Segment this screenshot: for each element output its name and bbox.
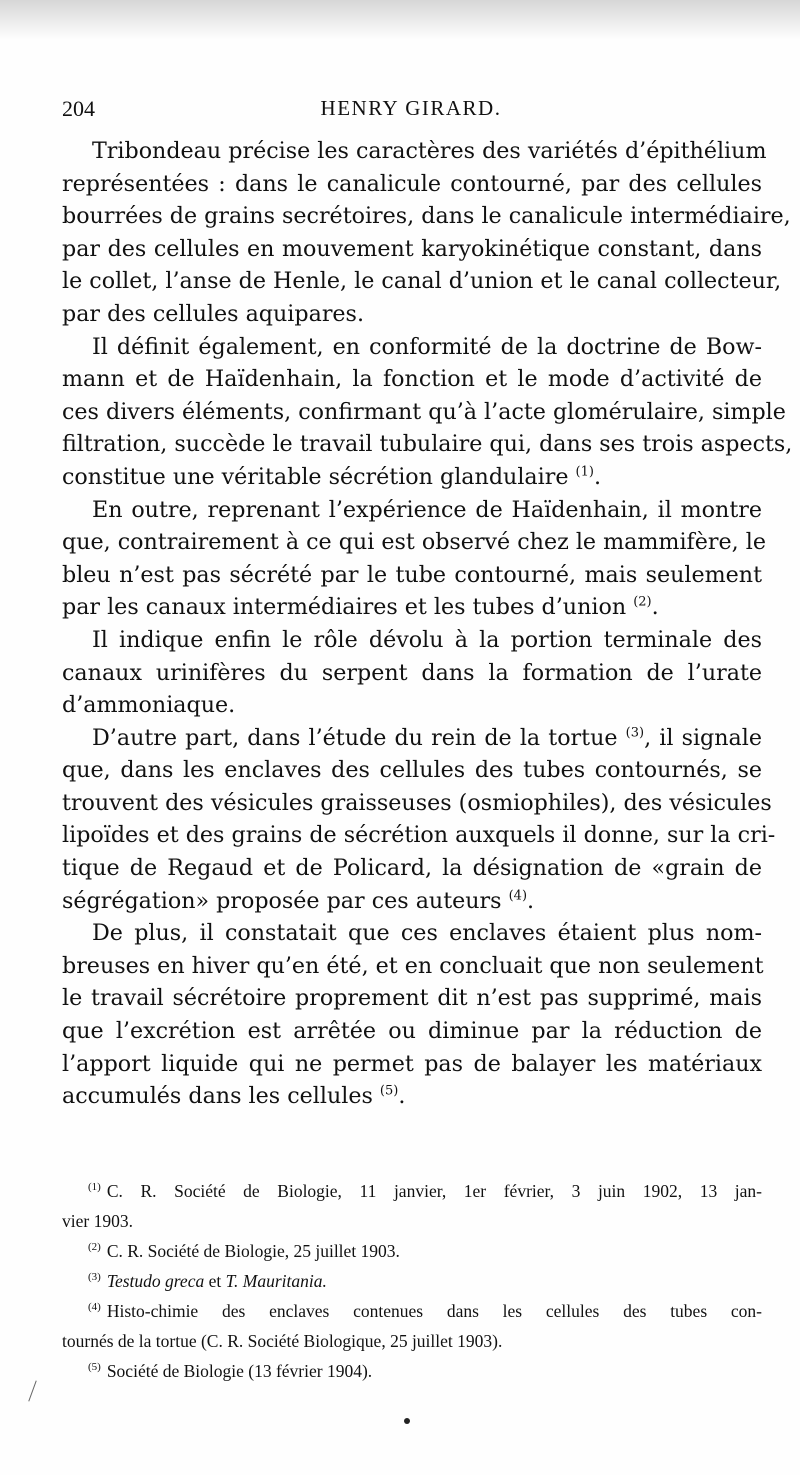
text-line: le collet, l’anse de Henle, le canal d’union et le canal collecteur, — [62, 268, 782, 295]
footnote-text: et — [204, 1271, 226, 1291]
footnote-ref-1: (1) — [575, 464, 594, 480]
species-name: Testudo greca — [106, 1271, 205, 1291]
text-line: bleu n’est pas sécrété par le tube contourné, mais seulement — [62, 561, 762, 588]
body-text — [62, 135, 793, 1113]
footnote-ref-3: (3) — [625, 725, 645, 741]
text-line — [62, 885, 762, 918]
text-line — [62, 722, 762, 755]
footnote-text: Histo-chimie des enclaves contenues dans les cellules des tubes con- — [106, 1301, 762, 1321]
text-fragment: ségrégation» proposée par ces auteurs — [62, 887, 502, 914]
running-head — [62, 96, 760, 124]
footnote-ref-5: (5) — [379, 1083, 399, 1099]
text-line — [62, 1080, 762, 1113]
footnote-4-continued: tournés de la tortue (C. R. Société Biologique, 25 juillet 1903). — [62, 1331, 503, 1351]
text-line: l’apport liquide qui ne permet pas de balayer les matériaux — [62, 1050, 762, 1077]
footnote-text: Société de Biologie (13 février 1904). — [106, 1361, 373, 1381]
footnote-number: (5) — [88, 1361, 101, 1374]
footnote-ref-2: (2) — [633, 594, 652, 610]
text-line: par des cellules aquipares. — [62, 300, 364, 327]
footnote-1-continued: vier 1903. — [62, 1211, 133, 1231]
footnote-4 — [62, 1296, 762, 1326]
footnotes — [62, 1176, 762, 1386]
text-line: mann et de Haïdenhain, la fonction et le mode d’activité de — [62, 366, 762, 393]
period: . — [593, 463, 602, 490]
text-fragment: par les canaux intermédiaires et les tubes d’union — [62, 594, 627, 621]
print-dot — [404, 1418, 410, 1424]
footnote-2 — [62, 1236, 762, 1266]
text-line: Il définit également, en conformité de la doctrine de Bow- — [92, 333, 762, 360]
page-edge-shadow — [0, 0, 800, 40]
text-line: que, dans les enclaves des cellules des tubes contournés, se — [62, 757, 762, 784]
text-line: d’ammoniaque. — [62, 692, 236, 719]
text-line: canaux urinifères du serpent dans la formation de l’urate — [62, 659, 762, 686]
text-line: filtration, succède le travail tubulaire qui, dans ses trois aspects, — [62, 431, 793, 458]
footnote-number: (3) — [88, 1271, 101, 1284]
text-line: En outre, reprenant l’expérience de Haïdenhain, il montre — [92, 496, 762, 523]
text-fragment: , il signale — [644, 724, 763, 751]
text-line: ces divers éléments, confirmant qu’à l’acte glomérulaire, simple — [62, 398, 786, 425]
footnote-text: C. R. Société de Biologie, 25 juillet 1903. — [106, 1241, 400, 1261]
footnote-1 — [62, 1176, 762, 1206]
text-line: lipoïdes et des grains de sécrétion auxquels il donne, sur la cri- — [62, 822, 776, 849]
text-fragment: D’autre part, dans l’étude du rein de la tortue — [92, 724, 618, 751]
text-line: que, contrairement à ce qui est observé chez le mammifère, le — [62, 529, 766, 556]
footnote-ref-4: (4) — [508, 888, 528, 904]
text-line — [62, 461, 762, 494]
text-line: breuses en hiver qu’en été, et en concluait que non seulement — [62, 952, 764, 979]
text-line: que l’excrétion est arrêtée ou diminue par la réduction de — [62, 1018, 762, 1045]
text-line: le travail sécrétoire proprement dit n’est pas supprimé, mais — [62, 985, 762, 1012]
footnote-number: (4) — [88, 1301, 101, 1314]
footnote-5 — [62, 1356, 762, 1386]
species-name: T. Mauritania. — [225, 1271, 327, 1291]
running-title: HENRY GIRARD. — [320, 96, 502, 120]
period: . — [398, 1083, 406, 1110]
text-fragment: constitue une véritable sécrétion glandulaire — [62, 463, 569, 490]
text-line: trouvent des vésicules graisseuses (osmiophiles), des vésicules — [62, 789, 772, 816]
text-line: tique de Regaud et de Policard, la désignation de «grain de — [62, 855, 762, 882]
page-number: 204 — [62, 96, 95, 121]
period: . — [527, 887, 535, 914]
text-line: bourrées de grains secrétoires, dans le canalicule intermédiaire, — [62, 203, 791, 230]
text-line: représentées : dans le canalicule contourné, par des cellules — [62, 170, 762, 197]
text-line: De plus, il constatait que ces enclaves étaient plus nom- — [92, 920, 762, 947]
text-fragment: accumulés dans les cellules — [62, 1083, 373, 1110]
period: . — [651, 594, 659, 621]
text-line: Il indique enfin le rôle dévolu à la portion terminale des — [92, 626, 762, 653]
footnote-3 — [62, 1266, 762, 1296]
text-line: par des cellules en mouvement karyokinétique constant, dans — [62, 235, 762, 262]
footnote-text: C. R. Société de Biologie, 11 janvier, 1er février, 3 juin 1902, 13 jan- — [106, 1181, 762, 1201]
margin-mark — [28, 1380, 36, 1401]
text-line — [62, 591, 762, 624]
footnote-number: (2) — [88, 1241, 101, 1254]
text-line: Tribondeau précise les caractères des variétés d’épithélium — [92, 138, 767, 164]
footnote-number: (1) — [88, 1181, 101, 1194]
